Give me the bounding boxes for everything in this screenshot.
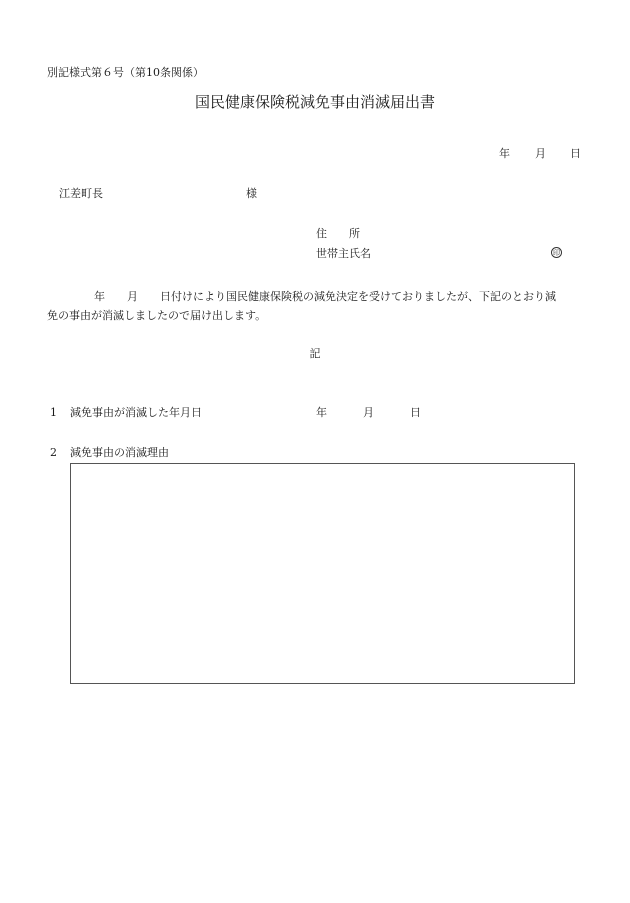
statement-paragraph: [47, 287, 587, 325]
ki-heading: 記: [309, 347, 321, 360]
statement-year-label: 年: [94, 290, 105, 303]
item-2-number: 2: [50, 446, 57, 459]
address-label: 住 所: [316, 227, 360, 240]
statement-month-label: 月: [127, 290, 138, 303]
item-1-number: 1: [50, 406, 57, 419]
item-1-label: 減免事由が消滅した年月日: [70, 406, 202, 419]
item-1-month-label: 月: [363, 406, 374, 419]
statement-line1-text: 日付けにより国民健康保険税の減免決定を受けておりましたが、下記のとおり減: [160, 290, 556, 303]
seal-mark: 印: [553, 249, 560, 257]
addressee-name: 江差町長: [59, 187, 103, 200]
document-title: 国民健康保険税減免事由消滅届出書: [194, 93, 435, 111]
form-reference: 別記様式第６号（第10条関係）: [47, 66, 204, 79]
item-1-year-label: 年: [316, 406, 327, 419]
item-2-label: 減免事由の消滅理由: [70, 446, 169, 459]
addressee-honorific: 様: [246, 187, 257, 200]
statement-line2-text: 免の事由が消滅しましたので届け出します。: [47, 309, 267, 322]
date-month-label: 月: [535, 147, 546, 160]
reason-entry-box[interactable]: [70, 463, 575, 684]
date-day-label: 日: [570, 147, 581, 160]
date-year-label: 年: [499, 147, 510, 160]
householder-name-label: 世帯主氏名: [316, 247, 371, 260]
item-1-day-label: 日: [410, 406, 421, 419]
